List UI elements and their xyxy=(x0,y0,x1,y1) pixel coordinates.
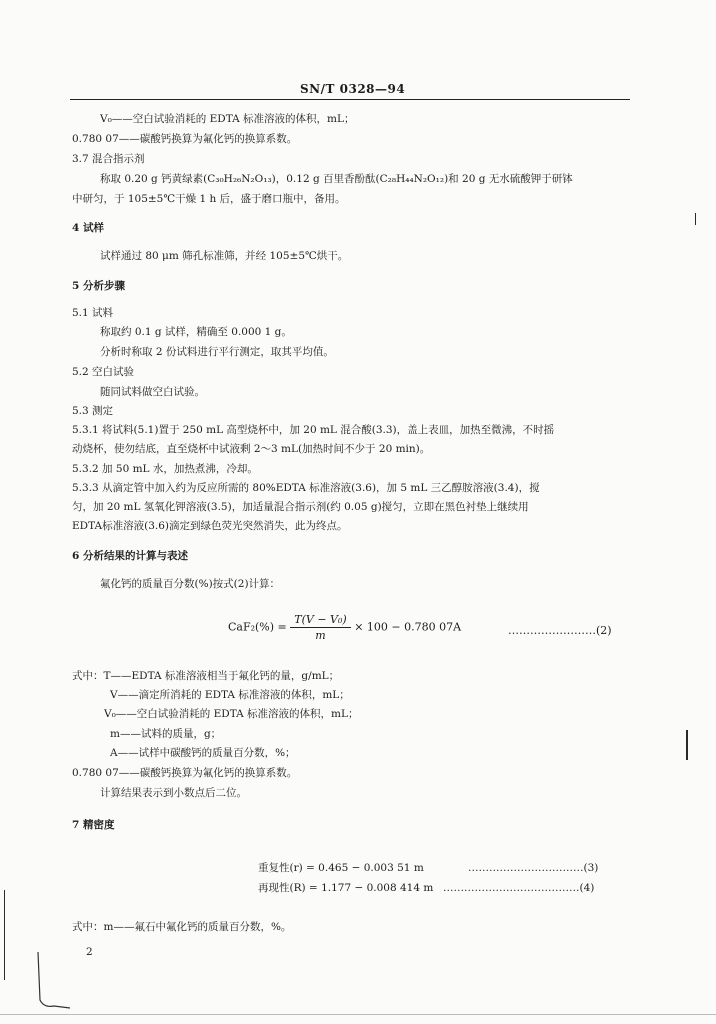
section-5-1-para-1: 称取约 0.1 g 试样，精确至 0.000 1 g。 xyxy=(100,326,292,338)
section-5-3-1-line-1: 5.3.1 将试料(5.1)置于 250 mL 高型烧杯中，加 20 mL 混合酸(3.3)，盖上表皿，加热至微沸，不时摇 xyxy=(72,424,555,436)
section-6-title: 6 分析结果的计算与表述 xyxy=(72,550,188,562)
section-5-3-2: 5.3.2 加 50 mL 水，加热煮沸，冷却。 xyxy=(72,463,258,475)
where-factor: 0.780 07——碳酸钙换算为氟化钙的换算系数。 xyxy=(72,767,298,779)
where-m-fluorite: 式中：m——氟石中氟化钙的质量百分数，%。 xyxy=(72,921,292,933)
section-7-title: 7 精密度 xyxy=(72,819,115,831)
section-5-1-title: 5.1 试料 xyxy=(72,307,114,319)
section-5-3-title: 5.3 测定 xyxy=(72,405,114,417)
scan-mark xyxy=(695,213,696,225)
scan-bottom-edge xyxy=(0,1014,716,1015)
section-5-2-title: 5.2 空白试验 xyxy=(72,366,135,378)
section-3-7-title: 3.7 混合指示剂 xyxy=(72,153,145,165)
where-v0: V₀——空白试验消耗的 EDTA 标准溶液的体积，mL； xyxy=(104,708,359,720)
where-v: V——滴定所消耗的 EDTA 标准溶液的体积，mL； xyxy=(110,689,350,701)
formula-4-number: …………………………………(4) xyxy=(443,882,595,894)
section-6-para: 氟化钙的质量百分数(%)按式(2)计算： xyxy=(100,578,281,590)
section-5-title: 5 分析步骤 xyxy=(72,280,125,292)
scan-mark xyxy=(686,730,688,760)
section-3-7-para-1: 称取 0.20 g 钙黄绿素(C₃₀H₂₆N₂O₁₃)，0.12 g 百里香酚酞(C₂₈H₄₄N₂O₁₂)和 20 g 无水硫酸钾于研钵 xyxy=(100,173,573,185)
formula-4: 再现性(R) = 1.177 − 0.008 414 m xyxy=(258,882,434,894)
standard-number-header: SN/T 0328—94 xyxy=(300,82,406,96)
where-m: m——试料的质量，g； xyxy=(110,728,222,740)
where-t: 式中：T——EDTA 标准溶液相当于氟化钙的量，g/mL； xyxy=(72,670,340,682)
section-4-para: 试样通过 80 μm 筛孔标准筛，并经 105±5℃烘干。 xyxy=(100,250,349,262)
formula-2-numerator: T(V − V₀) xyxy=(290,613,350,628)
formula-2-fraction xyxy=(290,613,350,642)
scan-smudge xyxy=(30,950,80,1010)
section-5-3-3-line-3: EDTA标准溶液(3.6)滴定到绿色荧光突然消失，此为终点。 xyxy=(72,520,348,532)
factor-line: 0.780 07——碳酸钙换算为氟化钙的换算系数。 xyxy=(72,133,298,145)
formula-2-rhs: × 100 − 0.780 07A xyxy=(354,620,462,634)
section-5-3-1-line-2: 动烧杯，使勿结底，直至烧杯中试液剩 2～3 mL(加热时间不少于 20 min)。 xyxy=(72,443,431,455)
section-5-3-3-line-2: 匀，加 20 mL 氢氧化钾溶液(3.5)，加适量混合指示剂(约 0.05 g)搅匀，立即在黑色衬垫上继续用 xyxy=(72,501,529,513)
section-5-3-3-line-1: 5.3.3 从滴定管中加入约为反应所需的 80%EDTA 标准溶液(3.6)，加 5 mL 三乙醇胺溶液(3.4)，搅 xyxy=(72,482,540,494)
header-rule xyxy=(70,99,630,100)
formula-2-denominator: m xyxy=(315,629,326,642)
page-number: 2 xyxy=(86,946,93,958)
formula-3-number: ……………………………(3) xyxy=(468,862,599,874)
scan-edge xyxy=(4,890,5,980)
formula-3: 重复性(r) = 0.465 − 0.003 51 m xyxy=(258,862,424,874)
formula-2-lhs: CaF₂(%) = xyxy=(228,620,287,634)
formula-2-number: ……………………(2) xyxy=(508,624,612,637)
section-4-title: 4 试样 xyxy=(72,222,104,234)
var-v0-line: V₀——空白试验消耗的 EDTA 标准溶液的体积，mL； xyxy=(100,113,355,125)
section-5-1-para-2: 分析时称取 2 份试料进行平行测定，取其平均值。 xyxy=(100,346,334,358)
section-3-7-para-2: 中研匀，于 105±5℃干燥 1 h 后，盛于磨口瓶中，备用。 xyxy=(72,193,346,205)
where-a: A——试样中碳酸钙的质量百分数，%； xyxy=(110,747,296,759)
section-5-2-para: 随同试料做空白试验。 xyxy=(100,386,205,398)
result-precision-note: 计算结果表示到小数点后二位。 xyxy=(100,787,247,799)
formula-2 xyxy=(228,613,461,642)
